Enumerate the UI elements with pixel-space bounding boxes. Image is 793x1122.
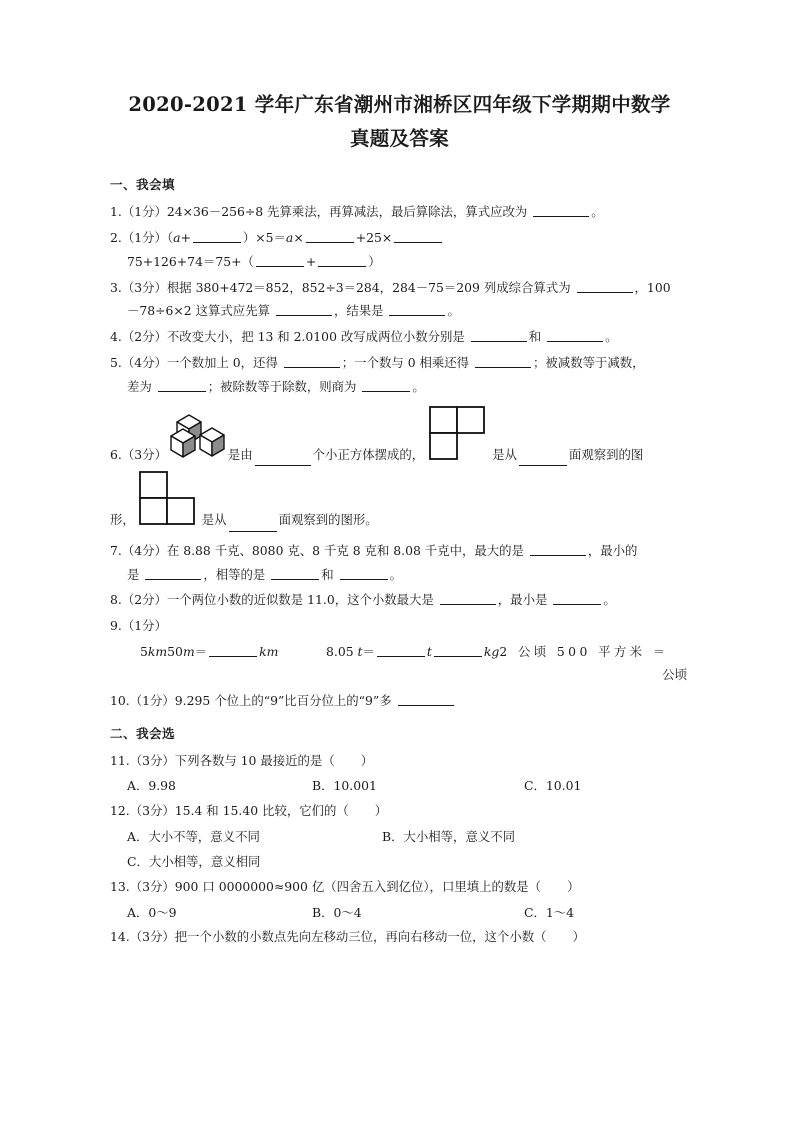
q13-option-c[interactable]: C．1～4	[524, 904, 575, 920]
q14-score: （3分）	[129, 929, 175, 945]
q3-line-2	[110, 299, 689, 323]
q7-t6: 。	[389, 566, 402, 582]
q6-number: 6.	[110, 446, 122, 462]
q2-p2: +	[180, 229, 191, 245]
q9-conversion-1	[140, 640, 326, 664]
q7-blank-1[interactable]	[530, 543, 586, 556]
q9-conversion-2-3	[326, 640, 689, 664]
section-heading-1: 一、我会填	[110, 177, 175, 193]
q9-c2-before: 8.05	[326, 643, 358, 659]
q13-t1: 900 口 0000000≈900 亿（四舍五入到亿位），口里填上的数是（	[174, 878, 542, 894]
q10-t1: 9.295 个位上的“9”比百分位上的“9”多	[174, 692, 392, 708]
q3-blank-1[interactable]	[577, 280, 633, 293]
q9-c2-result-unit-t: t	[426, 643, 432, 659]
q3-t4: ，结果是	[333, 303, 384, 319]
q13-score: （3分）	[129, 878, 175, 894]
q7-t2: ，最小的	[587, 542, 638, 558]
q9-c2-unit-t: t	[357, 643, 363, 659]
q6-t1: 是由	[227, 446, 253, 462]
q7-number: 7.	[110, 542, 122, 558]
q3-blank-2[interactable]	[276, 304, 332, 317]
q1-score: （1分）	[121, 204, 167, 220]
q13-number: 13.	[110, 878, 130, 894]
question-11	[110, 749, 689, 773]
q2-p5: +25×	[355, 229, 393, 245]
q2-score: （1分）	[121, 229, 167, 245]
question-13	[110, 875, 689, 899]
q5-line-2	[110, 375, 689, 399]
q13-option-b[interactable]: B．0～4	[312, 904, 362, 920]
title-line-2: 真题及答案	[349, 126, 449, 150]
q2-line-2	[110, 250, 689, 274]
q9-c1-before: 5	[140, 643, 148, 659]
q5-t2: ；一个数与 0 相乘还得	[341, 354, 470, 370]
q2-p4: ×	[293, 229, 304, 245]
q2-blank-4[interactable]	[256, 254, 304, 267]
q13-t2: ）	[567, 878, 580, 894]
q5-t1: 一个数加上 0，还得	[166, 354, 278, 370]
q9-score: （1分）	[121, 618, 167, 634]
q13-option-a[interactable]: A．0～9	[127, 904, 177, 920]
q6-blank-2[interactable]	[519, 453, 567, 466]
q4-score: （2分）	[121, 329, 167, 345]
q4-t3: 。	[605, 329, 618, 345]
q14-t2: ）	[572, 929, 585, 945]
q12-score: （3分）	[129, 803, 175, 819]
q3-t3: －78÷6×2 这算式应先算	[127, 303, 270, 319]
question-12	[110, 799, 689, 823]
q4-blank-2[interactable]	[547, 329, 603, 342]
q10-score: （1分）	[129, 692, 175, 708]
question-5	[110, 351, 689, 399]
q1-text-end: 。	[591, 204, 604, 220]
q11-option-b[interactable]: B．10.001	[312, 778, 377, 794]
q3-number: 3.	[110, 279, 122, 295]
q8-t3: 。	[603, 592, 616, 608]
q11-t1: 下列各数与 10 最接近的是（	[174, 752, 335, 768]
question-12-options-row-1	[110, 825, 689, 849]
q2-p1: （	[166, 229, 174, 245]
q9-c3-tail: 公顷	[662, 667, 687, 683]
q3-line-1	[110, 276, 689, 300]
question-10	[110, 689, 689, 713]
q9-c3: 2 公顷 500 平方米 ＝	[499, 643, 669, 659]
q7-line-1	[110, 539, 689, 563]
q14-number: 14.	[110, 929, 130, 945]
q8-t2: ，最小是	[497, 592, 548, 608]
q9-number: 9.	[110, 618, 122, 634]
q4-number: 4.	[110, 329, 122, 345]
q12-option-a[interactable]: A．大小不等，意义不同	[127, 829, 260, 845]
q1-number: 1.	[110, 204, 122, 220]
question-8	[110, 588, 689, 612]
question-9	[110, 614, 689, 638]
q12-option-c[interactable]: C．大小相等，意义相同	[127, 853, 261, 869]
q4-blank-1[interactable]	[471, 329, 527, 342]
isometric-three-cubes-icon	[169, 410, 225, 470]
q9-c1-eq: ＝	[194, 643, 208, 659]
q6-t4: 面观察到的图	[568, 446, 644, 462]
question-4	[110, 325, 689, 349]
q7-blank-2[interactable]	[145, 567, 201, 580]
q12-option-b[interactable]: B．大小相等，意义不同	[382, 829, 516, 845]
q12-t2: ）	[374, 803, 388, 819]
q11-score: （3分）	[129, 752, 175, 768]
q8-score: （2分）	[121, 592, 167, 608]
q5-blank-1[interactable]	[284, 355, 340, 368]
question-7	[110, 539, 689, 587]
q7-t3: 是	[127, 566, 140, 582]
q5-t5: ；被除数等于除数，则商为	[207, 378, 357, 394]
q3-t1: 根据 380+472＝852，852÷3＝284，284－75＝209 列成综合算式为	[166, 279, 571, 295]
q9-c1-mid: 50	[167, 643, 183, 659]
q9-conversions	[110, 640, 689, 664]
q6-score: （3分）	[121, 446, 167, 462]
q6-blank-3[interactable]	[229, 519, 277, 532]
q8-t1: 一个两位小数的近似数是 11.0，这个小数最大是	[166, 592, 434, 608]
q12-number: 12.	[110, 803, 130, 819]
question-3	[110, 276, 689, 324]
q7-t4: ，相等的是	[203, 566, 266, 582]
q10-number: 10.	[110, 692, 130, 708]
title-line-1: 2020-2021 学年广东省潮州市湘桥区四年级下学期期中数学	[128, 93, 671, 116]
q2-line2-before: 75+126+74＝75+（	[127, 253, 254, 269]
q8-blank-1[interactable]	[440, 593, 496, 606]
q5-blank-4[interactable]	[362, 379, 410, 392]
q6-t6: 是从	[201, 512, 227, 528]
q11-option-c[interactable]: C．10.01	[524, 778, 582, 794]
q9-c1-result-unit: km	[259, 643, 279, 659]
q8-number: 8.	[110, 592, 122, 608]
q12-t1: 15.4 和 15.40 比较，它们的（	[174, 803, 349, 819]
q3-t5: 。	[447, 303, 460, 319]
q9-blank-3[interactable]	[434, 644, 482, 657]
q5-t6: 。	[412, 378, 425, 394]
q9-line-1	[110, 614, 689, 638]
q6-t3: 是从	[492, 446, 517, 462]
q5-blank-3[interactable]	[158, 379, 206, 392]
q9-c1-unit-m: m	[182, 643, 195, 659]
q9-conversion-3-tail	[110, 664, 689, 686]
q5-blank-2[interactable]	[475, 355, 531, 368]
q5-t4: 差为	[127, 378, 152, 394]
q2-line-1	[110, 226, 689, 250]
q7-blank-3[interactable]	[271, 567, 319, 580]
q3-score: （3分）	[121, 279, 167, 295]
q9-c2-result-unit-kg: kg	[483, 643, 500, 659]
q2-var-a2: a	[285, 229, 294, 245]
q7-t1: 在 8.88 千克、8080 克、8 千克 8 克和 8.08 千克中，最大的是	[166, 542, 524, 558]
q1-blank-1[interactable]	[533, 204, 589, 217]
q9-c2-eq: ＝	[362, 643, 375, 659]
q3-t2: ，100	[634, 279, 671, 295]
q2-var-a1: a	[173, 229, 181, 245]
q2-line2-mid: +	[305, 253, 317, 269]
q5-t3: ；被减数等于减数，	[533, 354, 645, 370]
question-2	[110, 226, 689, 274]
q3-blank-3[interactable]	[389, 304, 445, 317]
q2-blank-2[interactable]	[306, 230, 354, 243]
q7-score: （4分）	[121, 542, 167, 558]
q2-blank-3[interactable]	[394, 230, 442, 243]
q2-line2-after: ）	[368, 253, 381, 269]
question-14	[110, 925, 689, 949]
q11-number: 11.	[110, 752, 130, 768]
q6-t2: 个小正方体摆成的，	[312, 446, 425, 462]
q6-blank-1[interactable]	[255, 453, 311, 466]
question-11-options	[110, 774, 689, 798]
q10-blank-1[interactable]	[398, 693, 454, 706]
question-1	[110, 200, 689, 224]
q8-blank-2[interactable]	[553, 593, 601, 606]
q5-number: 5.	[110, 354, 122, 370]
q5-line-1	[110, 351, 689, 375]
question-12-options-row-2	[110, 850, 689, 874]
q2-number: 2.	[110, 229, 122, 245]
q2-blank-5[interactable]	[318, 254, 366, 267]
grid-two-top-one-bottom-left-icon	[428, 405, 488, 469]
q2-p3: ）×5＝	[242, 229, 286, 245]
question-13-options	[110, 901, 689, 925]
q4-t1: 不改变大小，把 13 和 2.0100 改写成两位小数分别是	[166, 329, 465, 345]
q7-blank-4[interactable]	[340, 567, 388, 580]
q1-text: 24×36－256÷8 先算乘法，再算减法，最后算除法，算式应改为	[166, 204, 528, 220]
question-6	[110, 405, 689, 532]
q2-blank-1[interactable]	[193, 230, 241, 243]
q7-t5: 和	[321, 566, 334, 582]
q6-t7: 面观察到的图形。	[278, 512, 378, 528]
q6-label	[110, 443, 167, 467]
q9-blank-2[interactable]	[377, 644, 425, 657]
q7-line-2	[110, 563, 689, 587]
q11-t2: ）	[360, 752, 374, 768]
q4-t2: 和	[528, 329, 542, 345]
q6-line-1	[110, 405, 689, 467]
page-title	[110, 0, 689, 155]
section-heading-2: 二、我会选	[110, 725, 175, 741]
q9-blank-1[interactable]	[209, 644, 257, 657]
q9-c1-unit-km: km	[147, 643, 168, 659]
q6-line-2	[110, 470, 689, 532]
grid-one-top-left-two-bottom-icon	[138, 470, 198, 534]
q6-t5: 形，	[110, 512, 135, 528]
q14-t1: 把一个小数的小数点先向左移动三位，再向右移动一位，这个小数（	[174, 929, 547, 945]
q5-score: （4分）	[121, 354, 167, 370]
q11-option-a[interactable]: A．9.98	[127, 778, 176, 794]
